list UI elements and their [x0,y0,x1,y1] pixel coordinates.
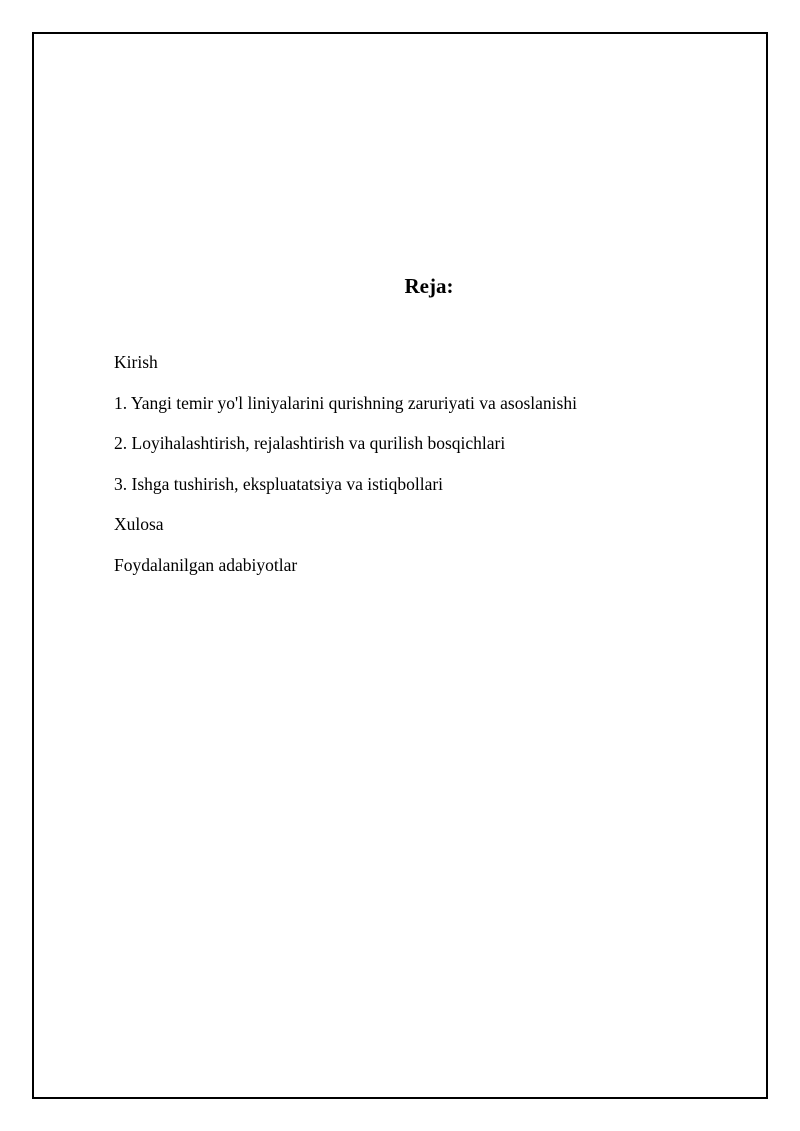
toc-item-chapter-3: 3. Ishga tushirish, ekspluatatsiya va istiqbollari [114,473,444,494]
toc-item-chapter-1: 1. Yangi temir yo'l liniyalarini qurishning zaruriyati va asoslanishi [114,392,577,413]
toc-item-conclusion: Xulosa [114,514,164,534]
toc-item-introduction: Kirish [114,352,158,372]
plan-title: Reja: [404,274,454,298]
toc-item-references: Foydalanilgan adabiyotlar [114,554,298,575]
table-of-contents [114,348,577,591]
toc-item-chapter-2: 2. Loyihalashtirish, rejalashtirish va qurilish bosqichlari [114,433,506,453]
